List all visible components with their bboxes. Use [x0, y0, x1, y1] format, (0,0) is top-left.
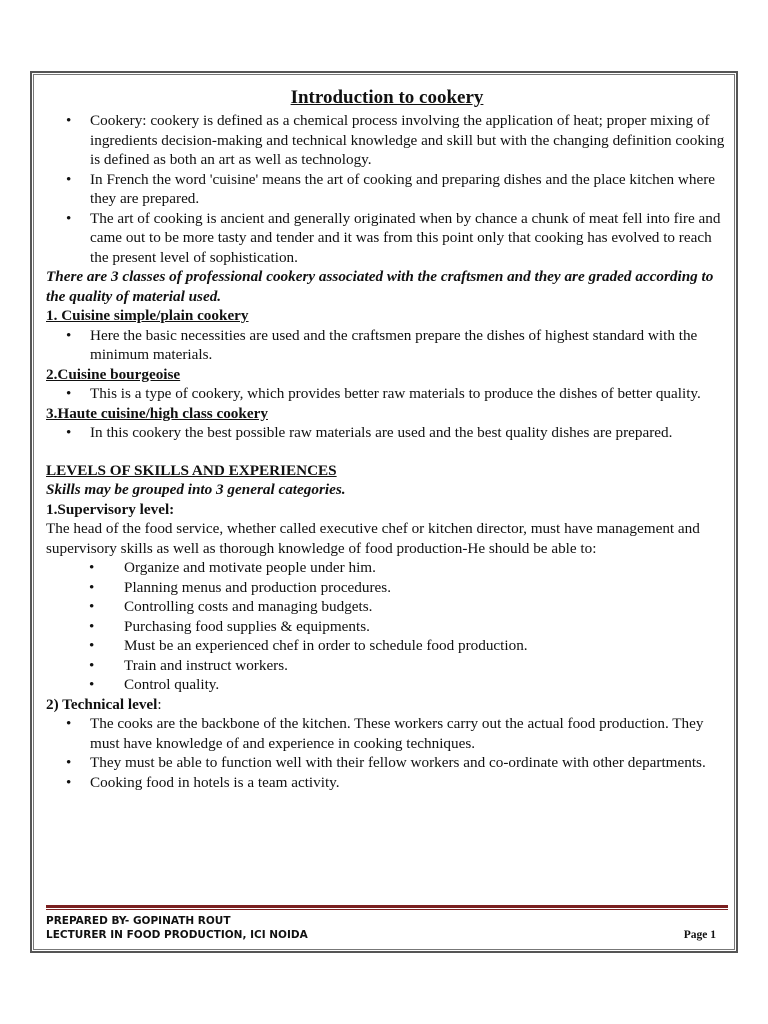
class-3-heading: 3.Haute cuisine/high class cookery [46, 404, 268, 422]
technical-heading: 2) Technical level: [46, 695, 162, 713]
intro-list [46, 111, 728, 267]
footer-prepared-by: PREPARED BY- GOPINATH ROUT [46, 915, 231, 927]
list-item: • The cooks are the backbone of the kitchen. These workers carry out the actual food production. They must have knowledge of and experience in cooking techniques. [46, 714, 728, 753]
list-item: • Organize and motivate people under him. [46, 558, 728, 578]
document-body [46, 86, 728, 792]
list-item: • In French the word 'cuisine' means the art of cooking and preparing dishes and the place kitchen where they are prepared. [46, 170, 728, 209]
list-item: • Must be an experienced chef in order to schedule food production. [46, 636, 728, 656]
list-item: • Planning menus and production procedures. [46, 578, 728, 598]
supervisory-text: The head of the food service, whether called executive chef or kitchen director, must have management and supervisory skills as well as thorough knowledge of food production-He should be able to: [46, 520, 700, 557]
levels-heading: LEVELS OF SKILLS AND EXPERIENCES [46, 461, 337, 479]
levels-subheading: Skills may be grouped into 3 general categories. [46, 481, 346, 498]
class-1-heading: 1. Cuisine simple/plain cookery [46, 307, 249, 324]
class-2-heading: 2.Cuisine bourgeoise [46, 365, 181, 383]
footer-divider-thin [46, 909, 728, 910]
footer-role: LECTURER IN FOOD PRODUCTION, ICI NOIDA [46, 929, 308, 941]
class-1-list [46, 326, 728, 365]
technical-list [46, 714, 728, 792]
list-item: • Control quality. [46, 675, 728, 695]
supervisory-heading: 1.Supervisory level: [46, 500, 175, 518]
page-title: Introduction to cookery [290, 87, 484, 108]
supervisory-list [46, 558, 728, 695]
list-item: • The art of cooking is ancient and generally originated when by chance a chunk of meat fell into fire and came out to be more tasty and tender and it was from this point only that cooking has evolved to reach the present level of sophistication. [46, 209, 728, 268]
page-footer [46, 914, 728, 942]
list-item: • Controlling costs and managing budgets. [46, 597, 728, 617]
list-item: • This is a type of cookery, which provides better raw materials to produce the dishes of better quality. [46, 384, 728, 404]
list-item: • Cooking food in hotels is a team activity. [46, 773, 728, 793]
class-2-list [46, 384, 728, 404]
class-3-list [46, 423, 728, 443]
list-item: • Cookery: cookery is defined as a chemical process involving the application of heat; proper mixing of ingredients decision-making and technical knowledge and skill but with the changing definition cooking is defined as both an art as well as technology. [46, 111, 728, 170]
list-item: • Purchasing food supplies & equipments. [46, 617, 728, 637]
list-item: • Here the basic necessities are used and the craftsmen prepare the dishes of highest standard with the minimum materials. [46, 326, 728, 365]
list-item: • In this cookery the best possible raw materials are used and the best quality dishes are prepared. [46, 423, 728, 443]
footer-divider [46, 905, 728, 908]
page-number: Page 1 [683, 929, 716, 941]
list-item: • They must be able to function well with their fellow workers and co-ordinate with other departments. [46, 753, 728, 773]
classes-intro: There are 3 classes of professional cookery associated with the craftsmen and they are graded according to the quality of material used. [46, 268, 714, 305]
list-item: • Train and instruct workers. [46, 656, 728, 676]
